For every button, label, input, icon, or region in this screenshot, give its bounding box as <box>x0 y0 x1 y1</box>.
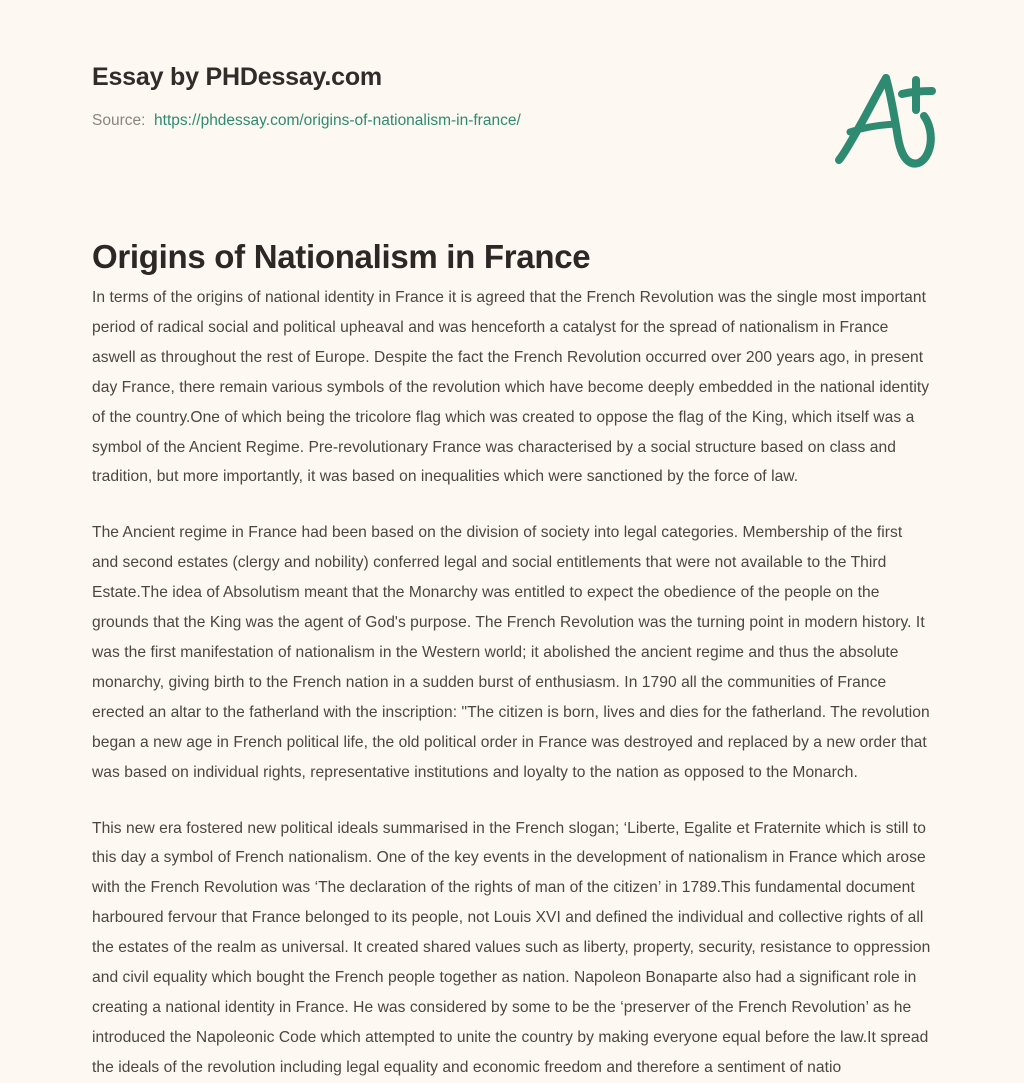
page-header <box>92 64 944 184</box>
a-plus-logo-icon <box>830 62 950 178</box>
paragraph-2: The Ancient regime in France had been based on the division of society into legal categories. Membership of the first and second estates (clergy and nobility) conferred legal and social entitlements that were not available to the Third Estate.The idea of Absolutism meant that the Monarchy was entitled to expect the obedience of the people on the grounds that the King was the agent of God's purpose. The French Revolution was the turning point in modern history. It was the first manifestation of nationalism in the Western world; it abolished the ancient regime and thus the absolute monarchy, giving birth to the French nation in a sudden burst of enthusiasm. In 1790 all the communities of France erected an altar to the fatherland with the inscription: "The citizen is born, lives and dies for the fatherland. The revolution began a new age in French political life, the old political order in France was destroyed and replaced by a new order that was based on individual rights, representative institutions and loyalty to the nation as opposed to the Monarch. <box>92 524 930 781</box>
essay-body <box>92 283 932 1083</box>
paragraph-3: This new era fostered new political ideals summarised in the French slogan; ‘Liberte, Egalite et Fraternite which is still to this day a symbol of French nationalism. One of the key events in the development of nationalism in France which arose with the French Revolution was ‘The declaration of the rights of man of the citizen’ in 1789.This fundamental document harboured fervour that France belonged to its people, not Louis XVI and defined the individual and collective rights of all the estates of the realm as universal. It created shared values such as liberty, property, security, resistance to oppression and civil equality which bought the French people together as nation. Napoleon Bonaparte also had a significant role in creating a national identity in France. He was considered by some to be the ‘preserver of the French Revolution’ as he introduced the Napoleonic Code which attempted to unite the country by making everyone equal before the law.It spread the ideals of the revolution including legal equality and economic freedom and therefore a sentiment of natio <box>92 819 931 1076</box>
source-line <box>92 112 944 130</box>
page-title: Origins of Nationalism in France <box>92 238 591 276</box>
paragraph-1: In terms of the origins of national identity in France it is agreed that the French Revolution was the single most important period of radical social and political upheaval and was henceforth a catalyst for the spread of nationalism in France aswell as throughout the rest of Europe. Despite the fact the French Revolution occurred over 200 years ago, in present day France, there remain various symbols of the revolution which have become deeply embedded in the national identity of the country.One of which being the tricolore flag which was created to oppose the flag of the King, which itself was a symbol of the Ancient Regime. Pre-revolutionary France was characterised by a social structure based on class and tradition, but more importantly, it was based on inequalities which were sanctioned by the force of law. <box>92 289 930 486</box>
source-label: Source: <box>92 111 146 129</box>
brand-title: Essay by PHDessay.com <box>92 63 382 91</box>
a-plus-logo <box>830 62 950 178</box>
source-url-link[interactable]: https://phdessay.com/origins-of-nationalism-in-france/ <box>154 111 521 129</box>
